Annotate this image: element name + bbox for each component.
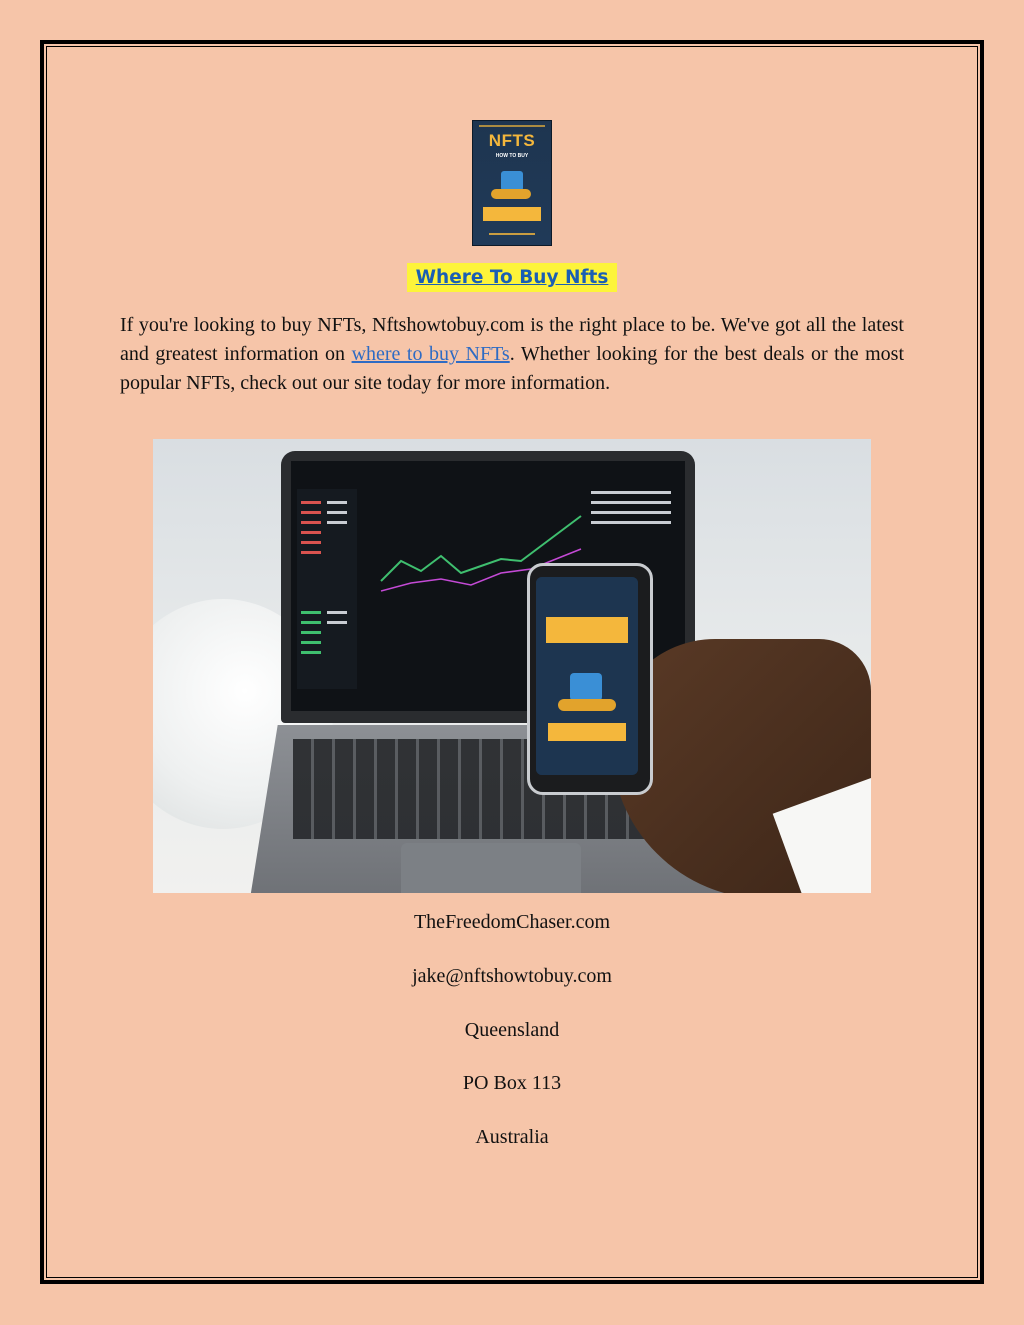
page-heading: Where To Buy Nfts [407, 263, 617, 292]
laptop-trackpad [401, 843, 581, 893]
email-text: jake@nftshowtobuy.com [412, 965, 612, 987]
country-text: Australia [475, 1126, 549, 1148]
nft-badge-icon [501, 171, 523, 191]
cover-top-line [479, 125, 545, 127]
intro-text-before: If you're looking to buy NFTs, Nftshowtobuy.com is the right place to be. We've got all the latest and greatest information on [120, 314, 904, 366]
where-to-buy-nfts-link[interactable]: where to buy NFTs [351, 343, 510, 366]
intro-paragraph [120, 311, 904, 399]
phone-cover-graphic [536, 577, 638, 775]
phone-screen-cover [536, 577, 638, 775]
cover-author-line [489, 233, 535, 235]
book-cover-image [472, 120, 552, 246]
po-box-text: PO Box 113 [462, 1072, 562, 1094]
state-text: Queensland [464, 1019, 560, 1041]
coins-icon [491, 189, 531, 199]
website-text: TheFreedomChaser.com [413, 911, 611, 933]
cover-title: NFTS [488, 131, 536, 150]
cover-strip [483, 207, 541, 221]
laptop-phone-photo [153, 439, 871, 893]
intro-text-after: . Whether looking for the best deals or the most popular NFTs, check out our site today for more information. [120, 343, 904, 395]
cover-subtitle: HOW TO BUY [495, 153, 529, 159]
